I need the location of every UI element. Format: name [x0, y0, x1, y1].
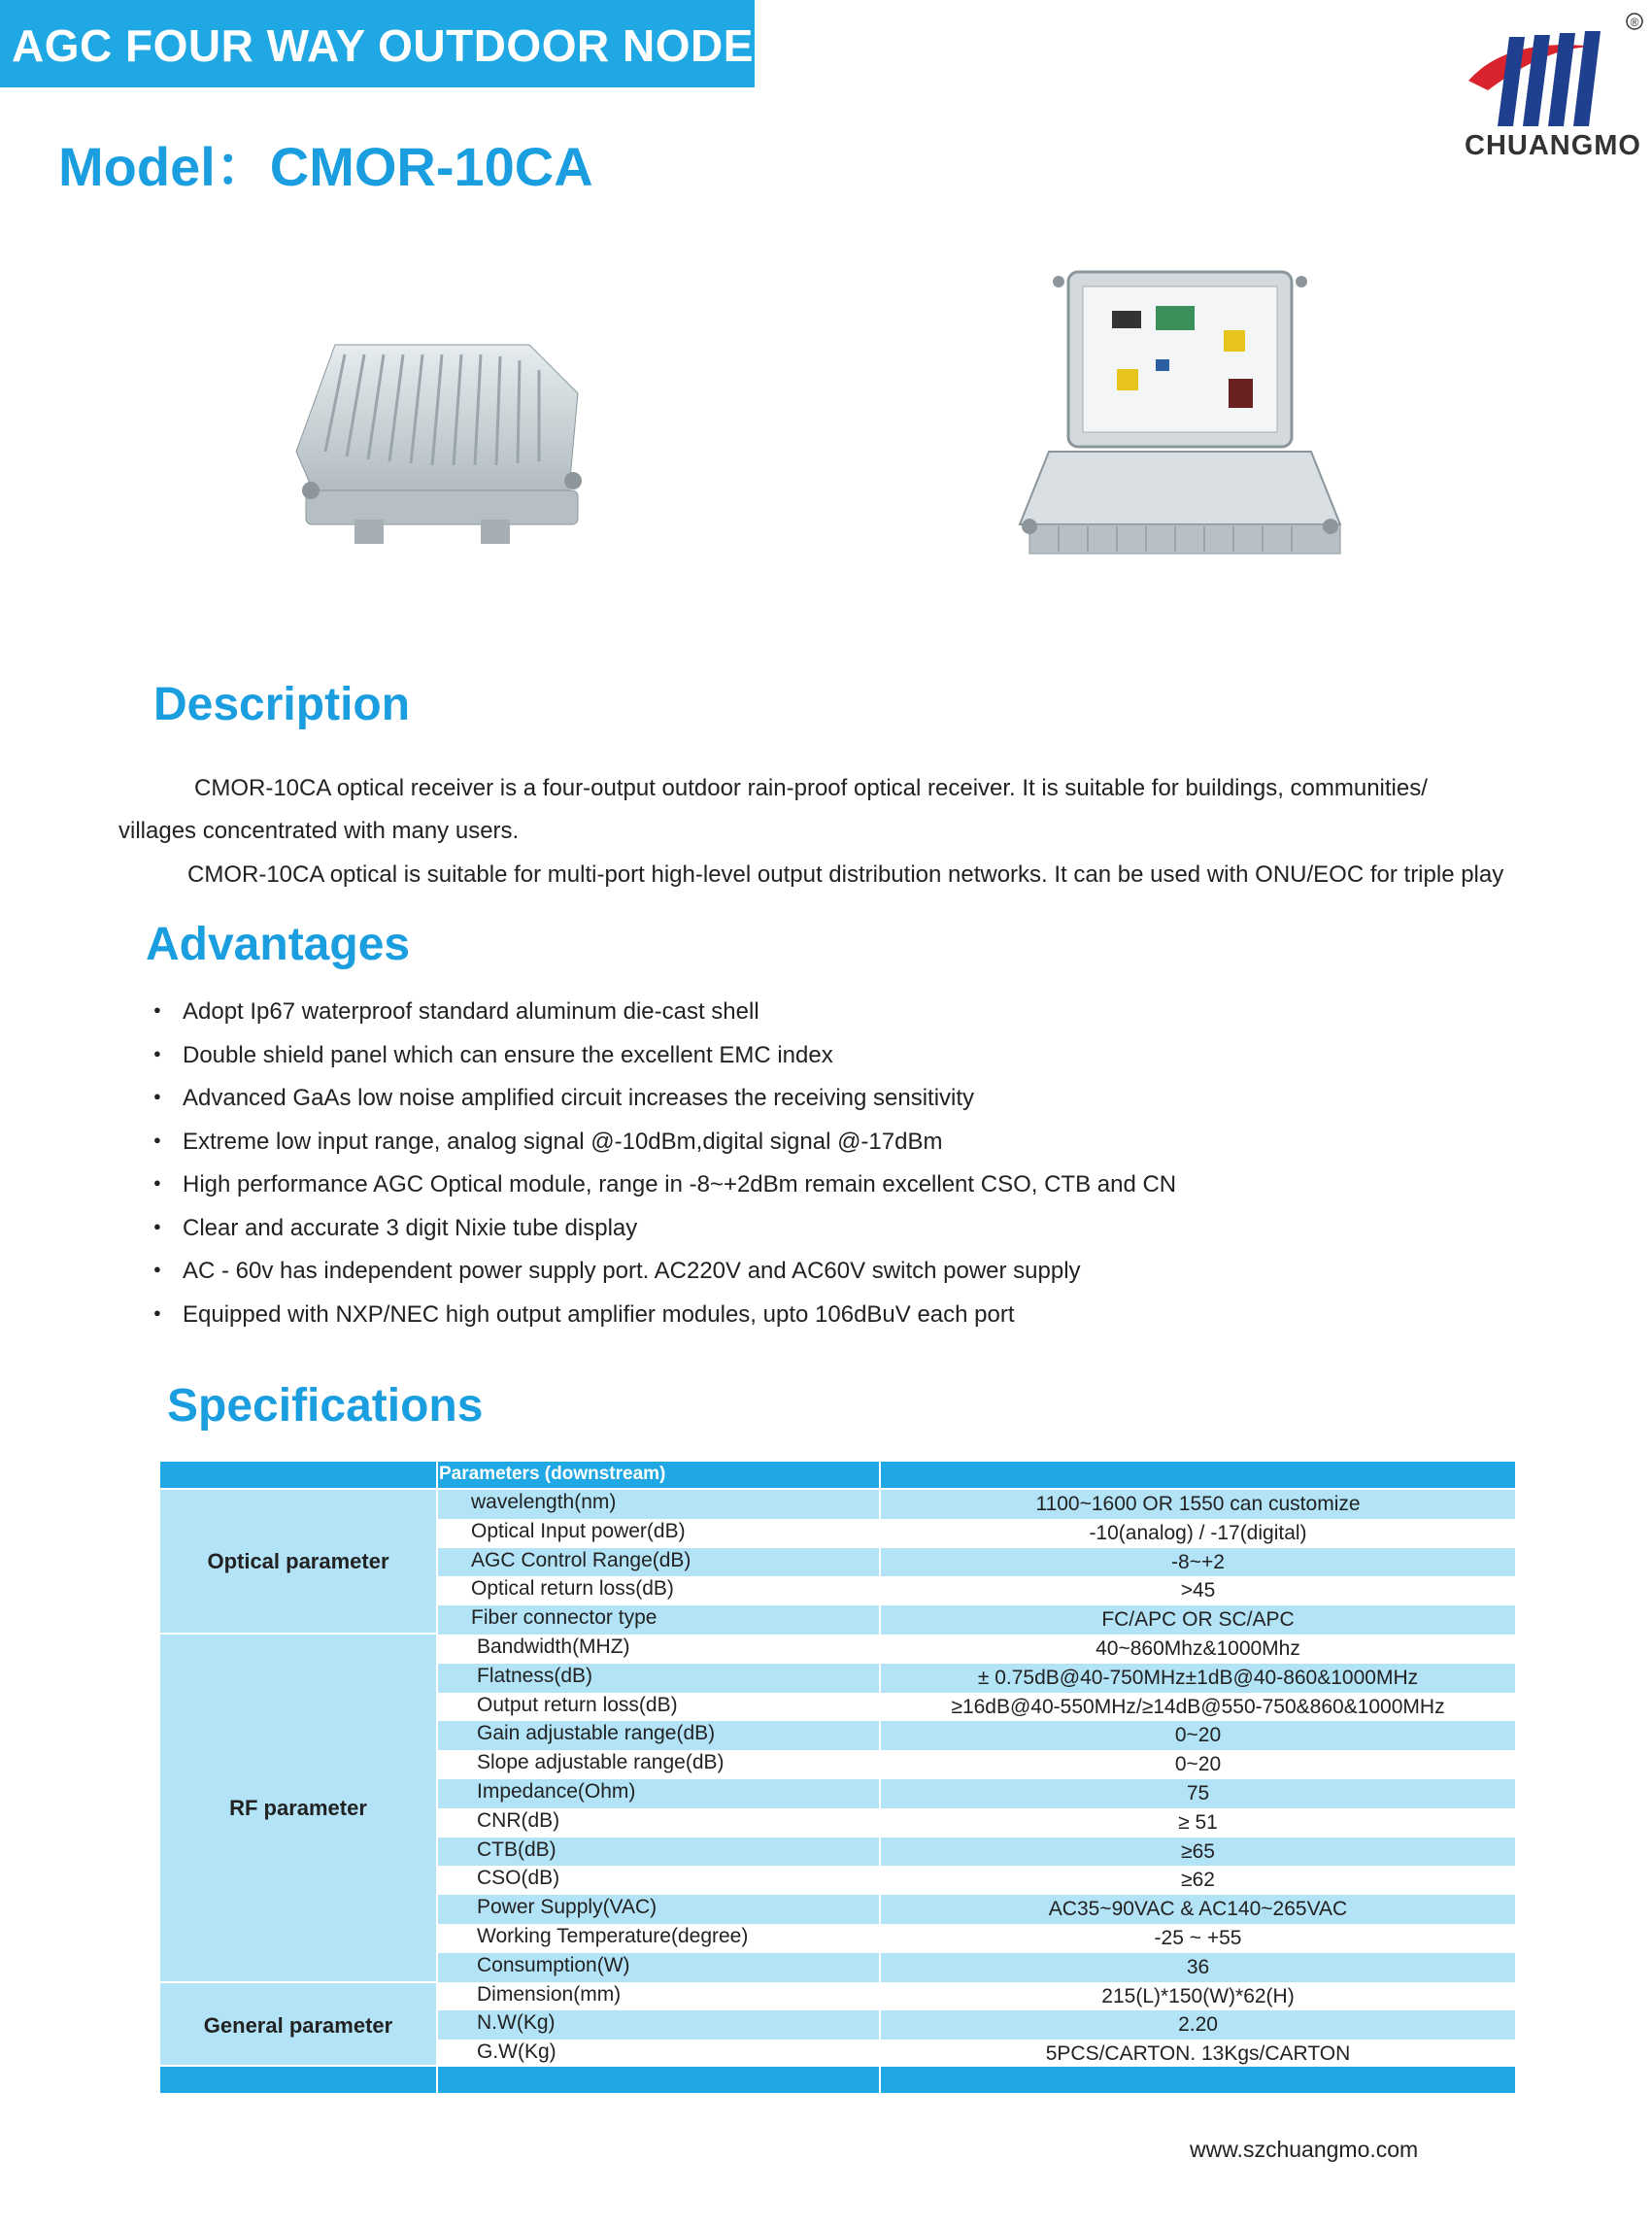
- group-optical: [160, 1490, 436, 1633]
- group-label: RF parameter: [229, 1796, 367, 1820]
- param-name: Working Temperature(degree): [477, 1925, 749, 1947]
- registered-mark: ®: [1630, 16, 1639, 29]
- column-divider: [879, 1462, 881, 2093]
- list-item: ● High performance AGC Optical module, range in -8~+2dBm remain excellent CSO, CTB and CN: [153, 1171, 1176, 1215]
- param-value: FC/APC OR SC/APC: [1101, 1608, 1295, 1632]
- spec-table-header: [160, 1462, 1515, 1488]
- group-label: Optical parameter: [207, 1549, 389, 1573]
- param-value: 0~20: [1174, 1724, 1222, 1747]
- param-name: Slope adjustable range(dB): [477, 1751, 725, 1774]
- logo-mark-icon: [1449, 8, 1652, 134]
- list-item: ● Clear and accurate 3 digit Nixie tube display: [153, 1215, 1176, 1259]
- param-value: ≥62: [1181, 1869, 1215, 1892]
- param-value: -8~+2: [1171, 1550, 1225, 1573]
- param-name: Bandwidth(MHZ): [477, 1636, 630, 1658]
- model-title: Model：CMOR-10CA: [58, 136, 593, 197]
- list-item: ● Double shield panel which can ensure the excellent EMC index: [153, 1042, 1176, 1086]
- spec-header-label: Parameters (downstream): [439, 1464, 666, 1484]
- param-name: Dimension(mm): [477, 1982, 622, 2006]
- list-item: ● Adopt Ip67 waterproof standard aluminum die-cast shell: [153, 998, 1176, 1042]
- param-name: N.W(Kg): [477, 2011, 556, 2035]
- param-name: CTB(dB): [477, 1838, 556, 1861]
- list-item: ● AC - 60v has independent power supply port. AC220V and AC60V switch power supply: [153, 1258, 1176, 1301]
- param-value: 2.20: [1178, 2013, 1218, 2037]
- column-divider: [436, 1462, 438, 2093]
- param-name: CSO(dB): [477, 1867, 560, 1890]
- param-value: 215(L)*150(W)*62(H): [1101, 1984, 1295, 2007]
- param-name: Impedance(Ohm): [477, 1780, 636, 1803]
- param-value: 1100~1600 OR 1550 can customize: [1035, 1493, 1361, 1515]
- description-line: villages concentrated with many users.: [118, 818, 520, 844]
- list-item: ● Extreme low input range, analog signal @-10dBm,digital signal @-17dBm: [153, 1129, 1176, 1172]
- param-value: AC35~90VAC & AC140~265VAC: [1048, 1898, 1348, 1921]
- param-name: Output return loss(dB): [477, 1693, 678, 1716]
- group-label: General parameter: [203, 2013, 393, 2038]
- specifications-heading: Specifications: [167, 1380, 484, 1432]
- param-value: ± 0.75dB@40-750MHz±1dB@40-860&1000MHz: [977, 1666, 1419, 1689]
- product-photo-closed: [287, 335, 597, 558]
- param-name: G.W(Kg): [477, 2040, 556, 2064]
- param-value: 40~860Mhz&1000Mhz: [1096, 1637, 1300, 1660]
- param-value: 75: [1186, 1782, 1210, 1804]
- description-line: CMOR-10CA optical receiver is a four-output outdoor rain-proof optical receiver. It is suitable for buildings, communities/: [194, 775, 1428, 801]
- group-rf: [160, 1635, 436, 1981]
- advantages-heading: Advantages: [146, 919, 411, 970]
- param-name: Gain adjustable range(dB): [477, 1722, 716, 1745]
- param-value: 5PCS/CARTON. 13Kgs/CARTON: [1045, 2042, 1351, 2066]
- description-line: CMOR-10CA optical is suitable for multi-port high-level output distribution networks. It can be used with ONU/EOC for triple play: [187, 861, 1504, 888]
- param-name: Flatness(dB): [477, 1664, 593, 1687]
- spec-table-footer: [160, 2067, 1515, 2093]
- param-name: Optical return loss(dB): [471, 1577, 674, 1601]
- param-value: -25 ~ +55: [1154, 1927, 1242, 1949]
- param-name: Optical Input power(dB): [471, 1519, 686, 1542]
- spec-table: [160, 1462, 1515, 2093]
- product-photo-open: [1010, 262, 1350, 573]
- param-name: Consumption(W): [477, 1953, 630, 1976]
- param-value: ≥16dB@40-550MHz/≥14dB@550-750&860&1000MHz: [951, 1695, 1445, 1718]
- param-value: -10(analog) / -17(digital): [1089, 1521, 1307, 1544]
- logo-brand-text: CHUANGMO: [1465, 130, 1641, 161]
- list-item: ● Advanced GaAs low noise amplified circuit increases the receiving sensitivity: [153, 1085, 1176, 1129]
- param-value: ≥ 51: [1178, 1810, 1218, 1834]
- param-value: >45: [1180, 1579, 1216, 1602]
- param-name: Power Supply(VAC): [477, 1896, 657, 1919]
- param-name: Fiber connector type: [471, 1606, 657, 1630]
- advantages-list: [153, 998, 1176, 1344]
- chuangmo-logo: [1449, 8, 1652, 173]
- param-name: AGC Control Range(dB): [471, 1548, 691, 1571]
- list-item: ● Equipped with NXP/NEC high output amplifier modules, upto 106dBuV each port: [153, 1301, 1176, 1345]
- title-banner: [0, 0, 755, 87]
- group-general: [160, 1983, 436, 2065]
- param-value: ≥65: [1181, 1839, 1215, 1863]
- param-name: CNR(dB): [477, 1808, 560, 1832]
- param-name: wavelength(nm): [471, 1491, 617, 1513]
- description-heading: Description: [153, 679, 411, 730]
- param-value: 0~20: [1174, 1753, 1222, 1776]
- param-value: 36: [1186, 1955, 1210, 1978]
- banner-title: AGC FOUR WAY OUTDOOR NODE: [12, 20, 754, 71]
- website-url: www.szchuangmo.com: [1190, 2137, 1419, 2162]
